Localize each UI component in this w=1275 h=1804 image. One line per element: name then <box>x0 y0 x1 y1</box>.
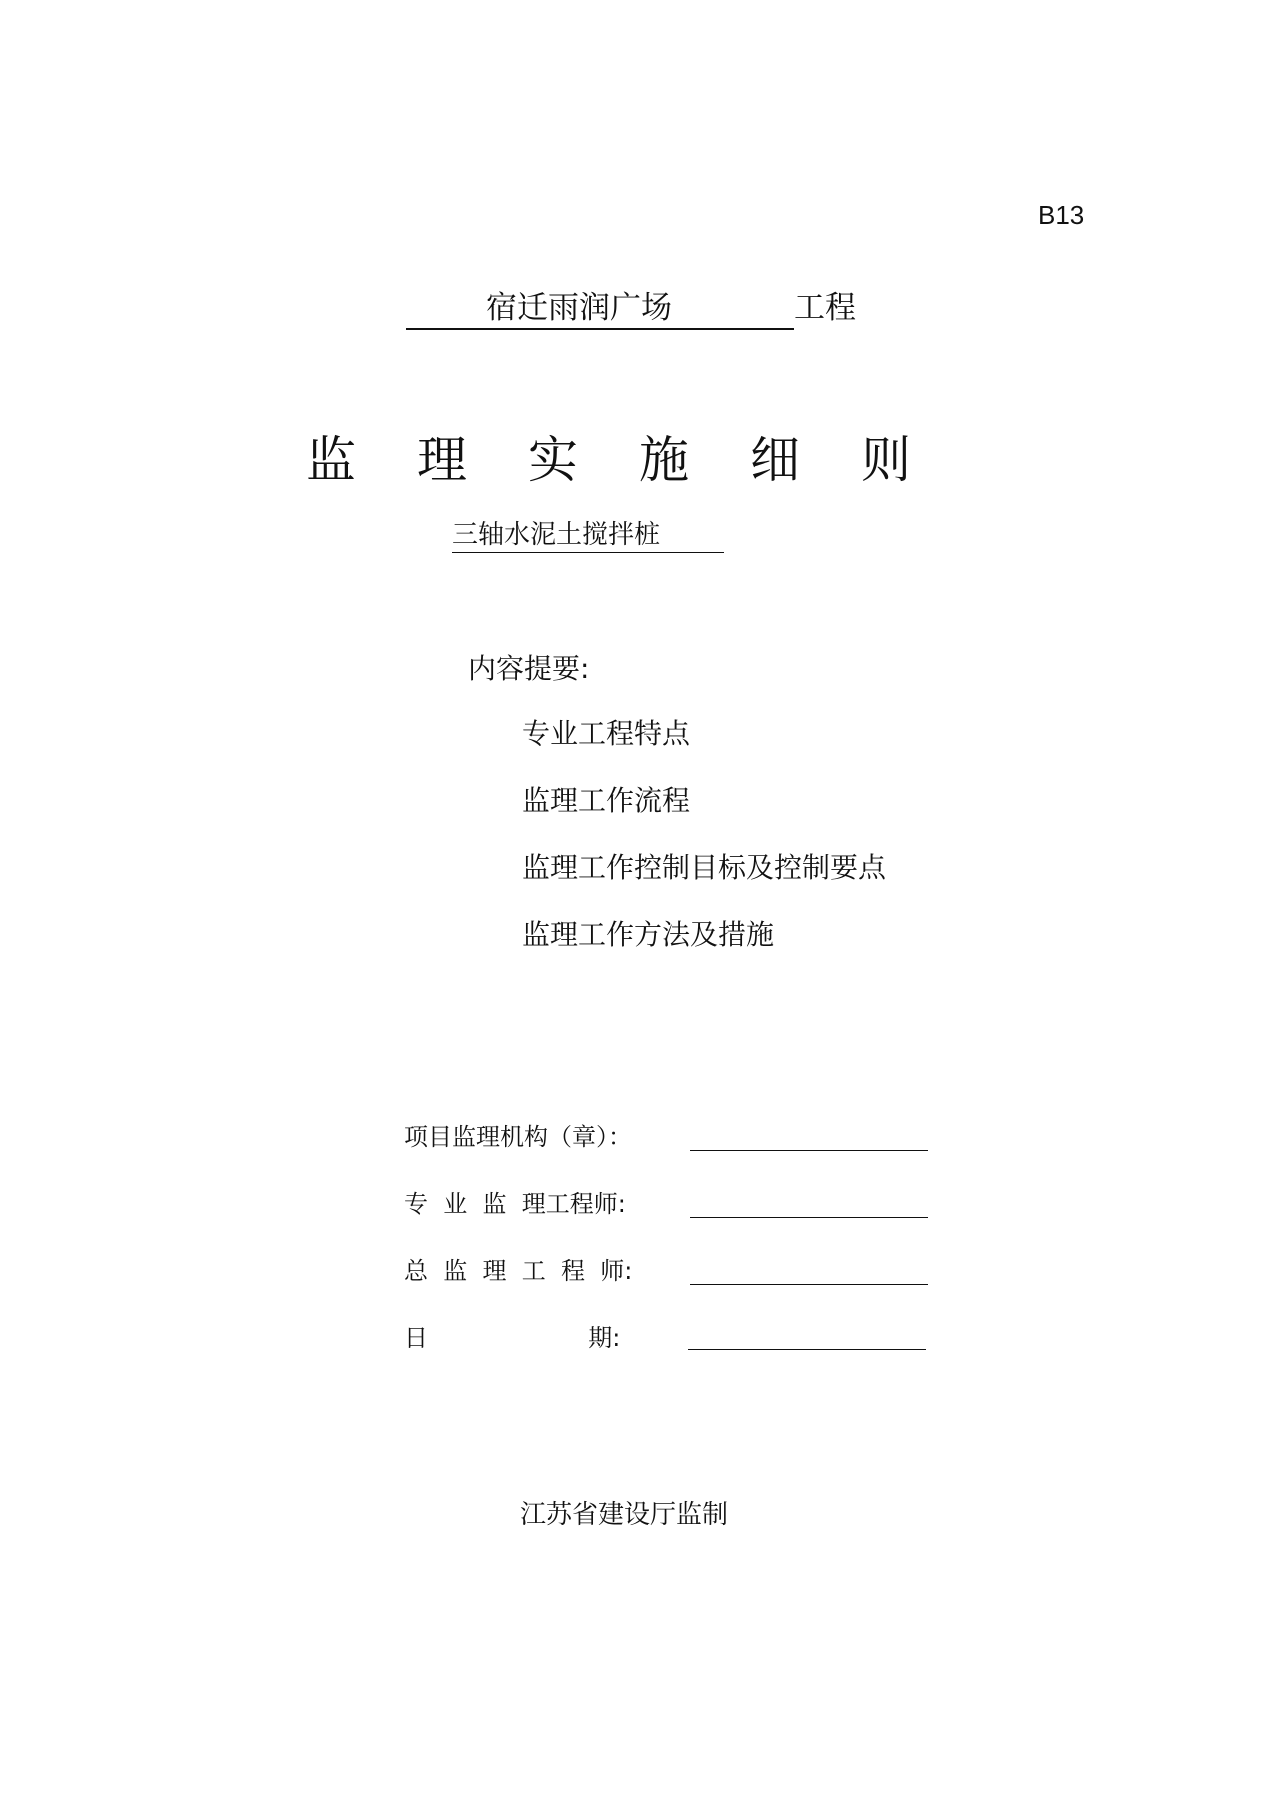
date-label: 日 期: <box>404 1324 621 1352</box>
summary-item: 监理工作流程 <box>522 784 691 817</box>
signature-row-org <box>404 1120 944 1187</box>
specialist-engineer-line <box>690 1217 928 1218</box>
specialist-engineer-label: 专 业 监 理工程师: <box>404 1190 626 1218</box>
issuer: 江苏省建设厅监制 <box>520 1500 729 1530</box>
document-title: 监理实施细则 <box>306 431 972 489</box>
summary-heading: 内容提要: <box>468 652 590 685</box>
signature-row-chief <box>404 1254 944 1321</box>
signature-row-date <box>404 1321 944 1388</box>
document-subtitle: 三轴水泥土搅拌桩 <box>452 518 724 553</box>
summary-item: 监理工作方法及措施 <box>522 918 775 951</box>
form-code: B13 <box>1038 200 1085 230</box>
chief-engineer-line <box>690 1284 928 1285</box>
signature-row-specialist <box>404 1187 944 1254</box>
org-seal-label: 项目监理机构（章）： <box>404 1123 632 1151</box>
date-line <box>688 1349 926 1350</box>
project-name: 宿迁雨润广场 <box>486 290 672 326</box>
summary-item: 专业工程特点 <box>522 717 691 750</box>
signature-block <box>404 1120 944 1388</box>
org-seal-line <box>690 1150 928 1151</box>
summary-list <box>522 715 886 983</box>
project-suffix: 工程 <box>794 290 856 326</box>
summary-item: 监理工作控制目标及控制要点 <box>522 851 887 884</box>
chief-engineer-label: 总 监 理 工 程 师: <box>404 1257 633 1285</box>
